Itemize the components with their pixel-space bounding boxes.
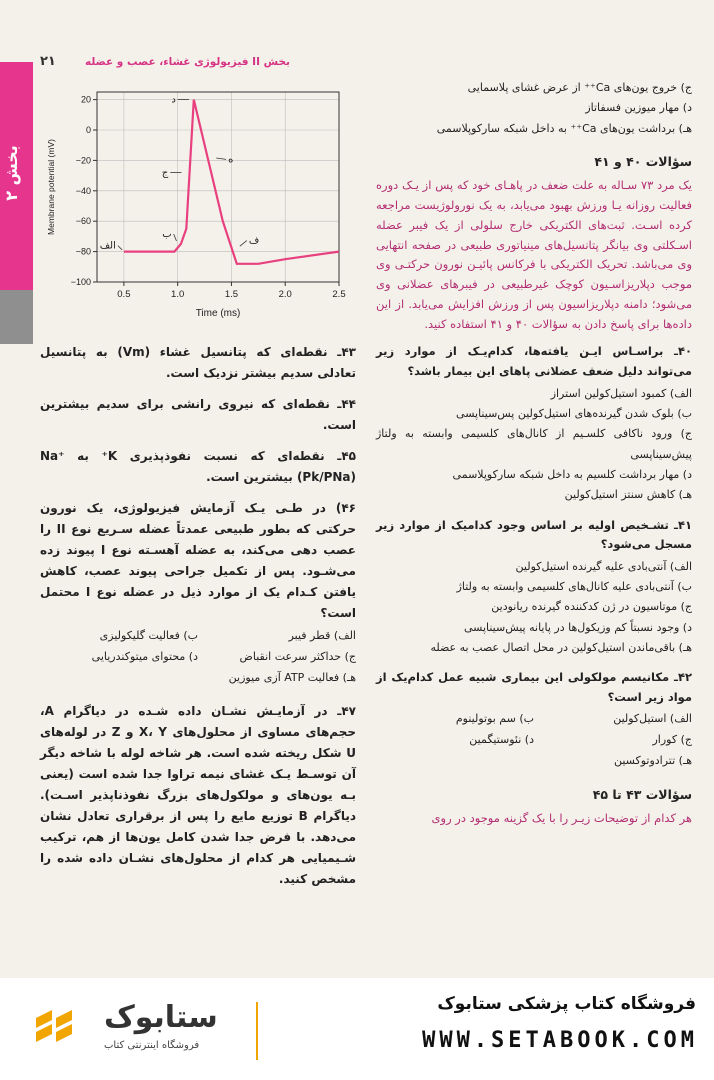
annotation-label: ف (248, 235, 260, 247)
question-42-options (376, 709, 692, 772)
option-item: ب) سم بوتولینوم (455, 712, 534, 726)
question-40: ۴۰ـ براسـاس ایـن یافته‌ها، کدام‌یـک از موارد زیر می‌تواند دلیل ضعف عضلانی پاهای این بیمار باشد؟ (376, 344, 692, 378)
page-header (40, 54, 290, 74)
y-tick-label: −80 (75, 246, 91, 257)
clinical-case: یک مرد ۷۳ سـاله به علت ضعف در پاهـای خود که پس از یـک دوره فعالیت روزانه یـا ورزش بهبود می‌یابد، به یک نورولوژیست مراجعه کرده اسـت. ثبت‌های الکتریکی خارج سلولی از یک فیبر عضله اسـکلتی وی بیانگر پتانسیل‌های مینیاتوری طبیعی در صفحه انتهایی وی می‌باشد. تحریک الکتریکی با فرکانس پائیـن نورون حرکتـی وی موجب دپلاریزاسـیون کوچک غیرطبیعی در فیبرهای عضلانی وی می‌شود؛ دامنه دپلاریزاسیون پس از ورزش افزایش می‌یابد. از این داده‌ها برای پاسخ دادن به سؤالات ۴۰ و ۴۱ استفاده کنید. (376, 178, 692, 331)
option-item: د) مهار میوزین فسفاتاز (585, 101, 692, 115)
option-item: الف) استیل‌کولین (613, 712, 692, 726)
option-item: ب) بلوک شدن گیرنده‌های استیل‌کولین پس‌سیناپسی (456, 406, 692, 420)
section-heading-40-41: سؤالات ۴۰ و ۴۱ (594, 154, 692, 170)
shop-name: فروشگاه کتاب پزشکی ستابوک (437, 994, 696, 1014)
option-item: هـ) باقی‌ماندن استیل‌کولین در محل اتصال عصب به عضله (430, 641, 692, 655)
footer-banner (0, 978, 714, 1080)
site-url[interactable]: WWW.SETABOOK.COM (422, 1028, 698, 1053)
logo-tagline: فروشگاه اینترنتی کتاب (104, 1040, 200, 1051)
option-item: الف) قطر فیبر (288, 629, 356, 642)
annotation-label: ب (162, 229, 172, 240)
footer-divider (256, 1002, 258, 1060)
plot-frame (97, 92, 339, 282)
option-item: هـ) کاهش سنتز استیل‌کولین (564, 488, 692, 502)
option-item: ج) کورار (652, 733, 692, 747)
option-item: ج) حداکثر سرعت انقباض (239, 649, 356, 663)
side-grey-block (0, 290, 33, 344)
option-item: الف) کمبود استیل‌کولین استراز (550, 386, 692, 400)
option-item: ج) خروج یون‌های Ca⁺⁺ از عرض غشای پلاسمایی (467, 81, 692, 94)
question-44: ۴۴ـ نقطه‌ای که نیروی رانشی برای سدیم بیشترین است. (40, 397, 356, 432)
option-item: الف) آنتی‌بادی علیه گیرنده استیل‌کولین (515, 559, 692, 573)
x-axis-label: Time (ms) (195, 308, 241, 319)
annotation-leader (240, 241, 247, 247)
section-side-tab (0, 62, 33, 290)
logo-wordmark: ستابوک (104, 1000, 218, 1035)
question-45: ۴۵ـ نقطه‌ای که نسبت نفوذپذیری K⁺ به Na⁺ (Pk/PNa) بیشترین است. (40, 449, 356, 484)
x-tick-label: 1.5 (224, 289, 239, 300)
option-item: ج) موتاسیون در ژن کدکننده گیرنده ریانودین (491, 600, 692, 614)
x-tick-label: 2.0 (278, 289, 292, 300)
x-tick-label: 0.5 (117, 289, 131, 300)
chart-grid (97, 92, 339, 282)
section-heading-43-45: سؤالات ۴۳ تا ۴۵ (592, 787, 692, 803)
x-tick-label: 1.0 (171, 289, 185, 300)
y-tick-label: −100 (70, 277, 91, 287)
option-item: د) مهار برداشت کلسیم به داخل شبکه سارکوپلاسمی (452, 467, 692, 481)
question-43: ۴۳ـ نقطه‌ای که پتانسیل غشاء (Vm) به پتانسیل تعادلی سدیم بیشتر نزدیک است. (40, 345, 356, 380)
annotation-leader (118, 246, 122, 250)
right-column (376, 78, 692, 837)
x-ticks (117, 282, 345, 300)
section-instructions: هر کدام از توضیحات زیـر را با یک گزینه موجود در روی (431, 811, 692, 826)
action-potential-chart (40, 82, 360, 322)
y-axis-label: Membrane potential (mV) (46, 139, 56, 235)
y-tick-label: 0 (85, 125, 91, 135)
page-number: ۲۱ (40, 54, 56, 69)
question-47: ۴۷ـ در آزمایـش نشـان داده شـده در دیاگرام A، حجم‌های مساوی از محلول‌های X، Y و Z در لوله‌های U شکل ریخته شده است. هر شاخه لوله با شاخه دیگر آن توسـط یـک غشای نیمه تراوا جدا شده است (یعنی بـه یون‌های و مولکول‌های بزرگ نفوذناپذیر اسـت). دیاگرام B توزیع مایع را پس از برقراری تعادل نشان می‌دهد. با فرض جدا شدن کامل یون‌ها از هم، ترکیب شـیمیایی هر کدام از محلول‌های نشـان داده شده را مشخص کنید. (40, 703, 356, 886)
y-tick-label: −40 (75, 185, 91, 196)
option-item: هـ) تترادوتوکسین (613, 754, 692, 768)
setabook-logo (26, 1000, 276, 1060)
annotation-leader (216, 158, 226, 159)
annotation-label: د (171, 94, 176, 106)
annotation-leader (174, 234, 177, 241)
y-tick-label: −20 (75, 155, 91, 166)
previous-options (376, 78, 692, 139)
question-46: ۴۶) در طـی یـک آزمایش فیزیولوژی، یک نورون حرکتی که بطور طبیعی عمدتاً عضله سـریع نوع II را عصب دهی می‌کند، به عضله آهسـته نوع I پیوند زده می‌شـود. پس از تکمیل جراحی پیوند عصب، کاهش یافتن کـدام یک از موارد ذیل در عضله نوع I محتمل است؟ (40, 501, 356, 620)
logo-mark-icon (26, 1000, 96, 1060)
option-item: هـ) فعالیت ATP آزی میوزین (228, 670, 356, 684)
side-tab-label: بخش ۲ (2, 145, 21, 201)
option-item: ب) فعالیت گلیکولیزی (99, 629, 198, 642)
option-item: د) وجود نسبتاً کم وزیکول‌ها در پایانه پیش‌سیناپسی (463, 620, 692, 634)
annotation-label: ه (228, 154, 234, 166)
question-42: ۴۲ـ مکانیسم مولکولی این بیماری شبیه عمل کدام‌یک از مواد زیر است؟ (376, 670, 692, 704)
x-tick-label: 2.5 (332, 289, 346, 300)
header-title: بخش II فیزیولوژی غشاء، عصب و عضله (84, 56, 290, 68)
annotation-label: ج (161, 167, 169, 179)
y-ticks (71, 95, 97, 287)
annotation-label: الف (99, 240, 116, 252)
question-41: ۴۱ـ تشـخیص اولیه بر اساس وجود کدامیک از موارد زیر مسجل می‌شود؟ (376, 517, 692, 552)
y-tick-label: −60 (75, 216, 91, 227)
question-46-options (40, 626, 356, 689)
question-41-options (376, 557, 692, 659)
question-40-options (376, 384, 692, 506)
option-item: ج) ورود ناکافی کلسـیم از کانال‌های کلسیمی وابسته به ولتاژ پیش‌سیناپسی (376, 427, 692, 461)
y-tick-label: 20 (80, 94, 91, 105)
left-column (40, 342, 356, 900)
option-item: ب) آنتی‌بادی علیه کانال‌های کلسیمی وابسته به ولتاژ (456, 580, 692, 593)
option-item: هـ) برداشت یون‌های Ca⁺⁺ به داخل شبکه سارکوپلاسمی (436, 121, 692, 135)
option-item: د) محتوای میتوکندریایی (91, 649, 198, 663)
option-item: د) نئوستیگمین (469, 733, 534, 747)
